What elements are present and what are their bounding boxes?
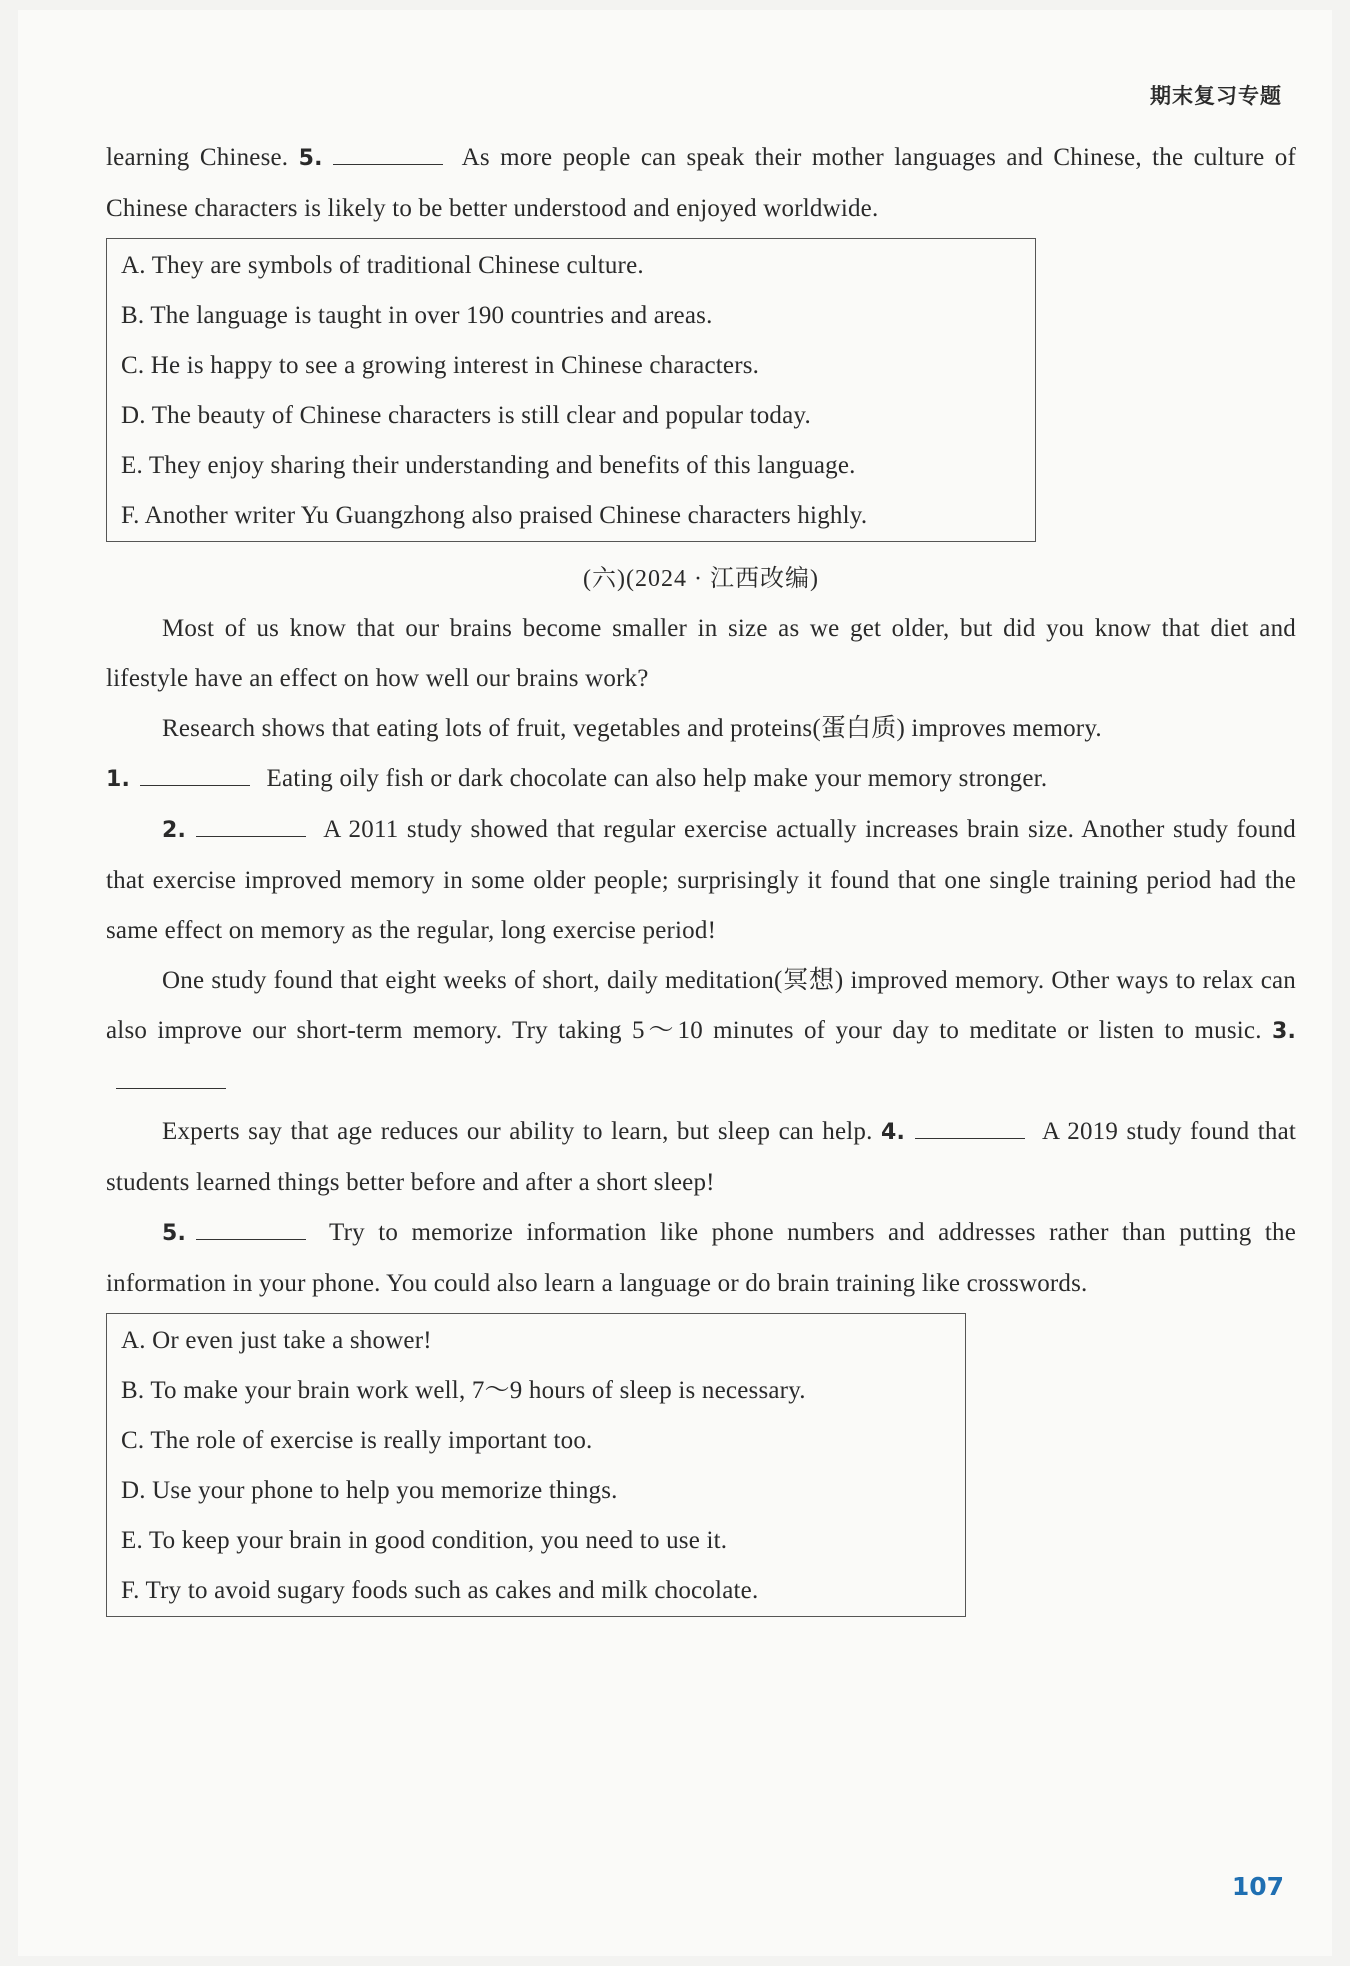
text-span: One study found that eight weeks of short, daily meditation(冥想) improved memory. Other ways to relax can also improve our short-term memory. Try taking 5～10 minutes of your day to meditate or listen to music. (106, 967, 1296, 1044)
question-number: 2. (162, 818, 187, 843)
text-span: A 2019 study found that students learned things better before and after a short sleep! (106, 1118, 1297, 1196)
question-number: 1. (106, 767, 131, 792)
option-item: D. Use your phone to help you memorize things. (121, 1477, 618, 1504)
option-item: B. The language is taught in over 190 countries and areas. (121, 302, 713, 329)
page-number: 107 (1231, 1872, 1284, 1901)
option-item: A. Or even just take a shower! (121, 1327, 432, 1354)
option-item: A. They are symbols of traditional Chinese culture. (121, 252, 644, 279)
paragraph-4 (106, 956, 1296, 1107)
text-span: learning Chinese. (106, 144, 289, 171)
question-number: 5. (298, 146, 323, 171)
option-item: F. Another writer Yu Guangzhong also praised Chinese characters highly. (121, 502, 868, 529)
option-item: E. They enjoy sharing their understanding and benefits of this language. (121, 452, 856, 479)
answer-blank[interactable] (915, 1116, 1025, 1139)
section-header: 期末复习专题 (1150, 84, 1282, 108)
page (18, 10, 1332, 1956)
text-span: As more people can speak their mother languages and Chinese, the (461, 144, 1184, 171)
option-item: E. To keep your brain in good condition, you need to use it. (121, 1527, 728, 1554)
text-span: A 2011 study showed that regular exercise actually increases brain size. Another study found that exercise improved memory in some older people; surprisingly it found that one single training period had the same effect on memory as the regular, long exercise period! (106, 816, 1296, 944)
answer-blank[interactable] (140, 763, 250, 786)
answer-blank[interactable] (333, 142, 443, 165)
option-item: D. The beauty of Chinese characters is still clear and popular today. (121, 402, 811, 429)
question-number: 3. (1271, 1019, 1297, 1044)
option-item: C. He is happy to see a growing interest in Chinese characters. (121, 352, 760, 379)
paragraph-2-cont (106, 754, 1296, 805)
option-item: C. The role of exercise is really important too. (121, 1427, 593, 1454)
content (106, 133, 1296, 1629)
options-box-2 (106, 1313, 966, 1617)
paragraph-1: Most of us know that our brains become smaller in size as we get older, but did you know that diet and lifestyle have an effect on how well our brains work? (106, 615, 1296, 692)
answer-blank[interactable] (116, 1066, 226, 1089)
paragraph-2 (106, 704, 1296, 754)
paragraph-3 (106, 805, 1296, 956)
text-span: Try to memorize information like phone numbers and addresses rather than putting the information in your phone. You could also learn a language or do brain training like crosswords. (106, 1219, 1296, 1297)
text-span: Experts say that age reduces our ability to learn, but sleep can help. (162, 1118, 873, 1145)
section-title: (六)(2024 · 江西改编) (583, 566, 819, 592)
top-paragraph (106, 133, 1296, 234)
question-number: 5. (162, 1221, 187, 1246)
option-item: B. To make your brain work well, 7～9 hours of sleep is necessary. (121, 1377, 806, 1404)
paragraph-5 (106, 1107, 1296, 1208)
options-box-1 (106, 238, 1036, 542)
answer-blank[interactable] (196, 1217, 306, 1240)
text-span: Research shows that eating lots of fruit, vegetables and proteins(蛋白质) improves memory. (162, 715, 1102, 742)
answer-blank[interactable] (196, 814, 306, 837)
option-item: F. Try to avoid sugary foods such as cakes and milk chocolate. (121, 1577, 759, 1604)
question-number: 4. (880, 1120, 906, 1145)
paragraph-6 (106, 1208, 1296, 1309)
text-span: culture of Chinese characters is likely to be better understood and enjoyed worldwide. (106, 144, 1296, 222)
text-span: Eating oily fish or dark chocolate can also help make your memory stronger. (266, 765, 1048, 792)
